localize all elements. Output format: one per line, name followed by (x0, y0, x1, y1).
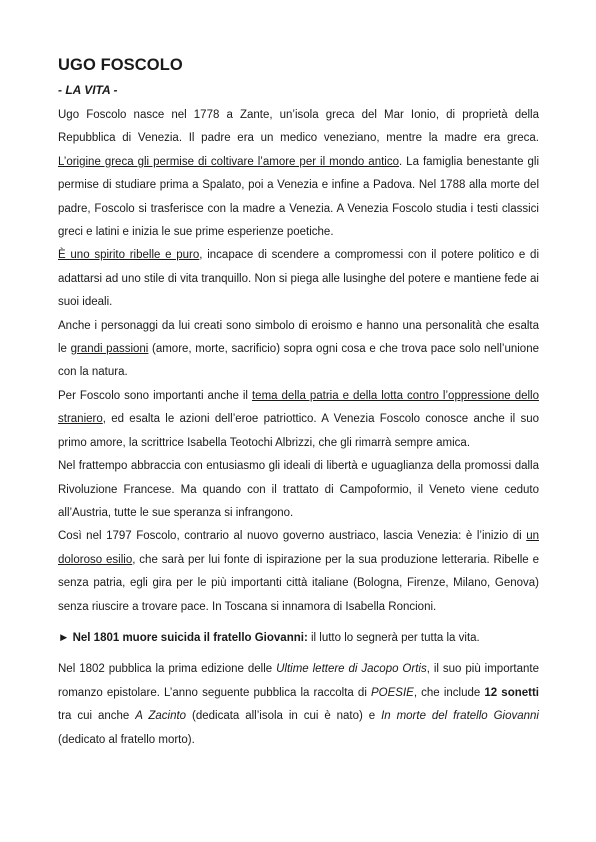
paragraph-brother (58, 627, 539, 650)
underlined-text: tema della patria e della lotta contro l’oppressione dello straniero (58, 389, 539, 426)
text: , incapace di scendere a compromessi con il potere politico e di adattarsi ad uno stile di vita tranquillo. Non si piega alle lusinghe del potere e mantiene fede ai suoi ideali. (58, 249, 540, 309)
text: (dedicato al fratello morto). (58, 733, 195, 746)
underlined-text: L’origine greca gli permise di coltivare l’amore per il mondo antico (58, 155, 399, 168)
paragraph-works (58, 658, 539, 752)
text: , il suo più importante romanzo epistolare. L’anno seguente pubblica la raccolta di (58, 663, 539, 699)
arrow-icon: ► (58, 631, 70, 644)
underlined-text: un doloroso esilio (58, 530, 539, 566)
section-heading: - LA VITA - (58, 83, 118, 97)
bold-text: 12 sonetti (484, 686, 539, 699)
italic-title: In morte del fratello Giovanni (381, 710, 539, 723)
text: , ed esalta le azioni dell’eroe patriottico. A Venezia Foscolo conosce anche il suo primo amore, la scrittrice Isabella Teotochi Albrizzi, che gli rimarrà sempre amica. (58, 413, 539, 449)
text: Nel 1802 pubblica la prima edizione delle (58, 663, 277, 676)
paragraph-revolution (58, 455, 539, 525)
paragraph-characters (58, 315, 539, 385)
text: Anche i personaggi da lui creati sono simbolo di eroismo e hanno una personalità che esalta le (58, 319, 539, 356)
underlined-text: È uno spirito ribelle e puro (58, 249, 200, 262)
bold-text: Nel 1801 muore suicida il fratello Giovanni: (69, 631, 308, 644)
italic-title: A Zacinto (135, 710, 187, 723)
text: , che sarà per lui fonte di ispirazione per la sua produzione letteraria. Ribelle e senza patria, egli gira per le più importanti città italiane (Bologna, Firenze, Milano, Genova) senza riuscire a trovare pace. In Toscana si innamora di Isabella Roncioni. (58, 553, 539, 613)
underlined-text: grandi passioni (70, 343, 149, 356)
text: . La famiglia benestante gli permise di studiare prima a Spalato, poi a Venezia e infine a Padova. Nel 1788 alla morte del padre, Foscolo si trasferisce con la madre a Venezia. A Venezia Foscolo studia i testi classici greci e latini e inizia le sue prime esperienze poetiche. (58, 155, 539, 239)
text: Così nel 1797 Foscolo, contrario al nuovo governo austriaco, lascia Venezia: è l’inizio di (58, 530, 527, 543)
text: il lutto lo segnerà per tutta la vita. (307, 631, 480, 644)
paragraph-homeland (58, 385, 539, 455)
text: (dedicata all’isola in cui è nato) e (186, 710, 382, 723)
paragraph-spirit (58, 244, 539, 314)
text: Per Foscolo sono importanti anche il (58, 389, 252, 402)
text: tra cui anche (58, 710, 136, 723)
text: (amore, morte, sacrificio) sopra ogni cosa e che trova pace solo nell’unione con la natura. (58, 343, 539, 379)
text: Ugo Foscolo nasce nel 1778 a Zante, un’isola greca del Mar Ionio, di proprietà della Repubblica di Venezia. Il padre era un medico veneziano, mentre la madre era greca. (58, 109, 539, 145)
paragraph-origins (58, 104, 539, 244)
document-title: UGO FOSCOLO (58, 56, 183, 74)
text: Nel frattempo abbraccia con entusiasmo gli ideali di libertà e uguaglianza della promossi dalla Rivoluzione Francese. Ma quando con il trattato di Campoformio, il Veneto viene ceduto all’Austria, tutte le sue speranza si infrangono. (58, 460, 539, 519)
paragraph-exile (58, 525, 539, 619)
italic-title: Ultime lettere di Jacopo Ortis (276, 663, 427, 676)
italic-title: POESIE (371, 686, 414, 699)
text: , che include (413, 686, 485, 699)
document-page (58, 56, 539, 752)
